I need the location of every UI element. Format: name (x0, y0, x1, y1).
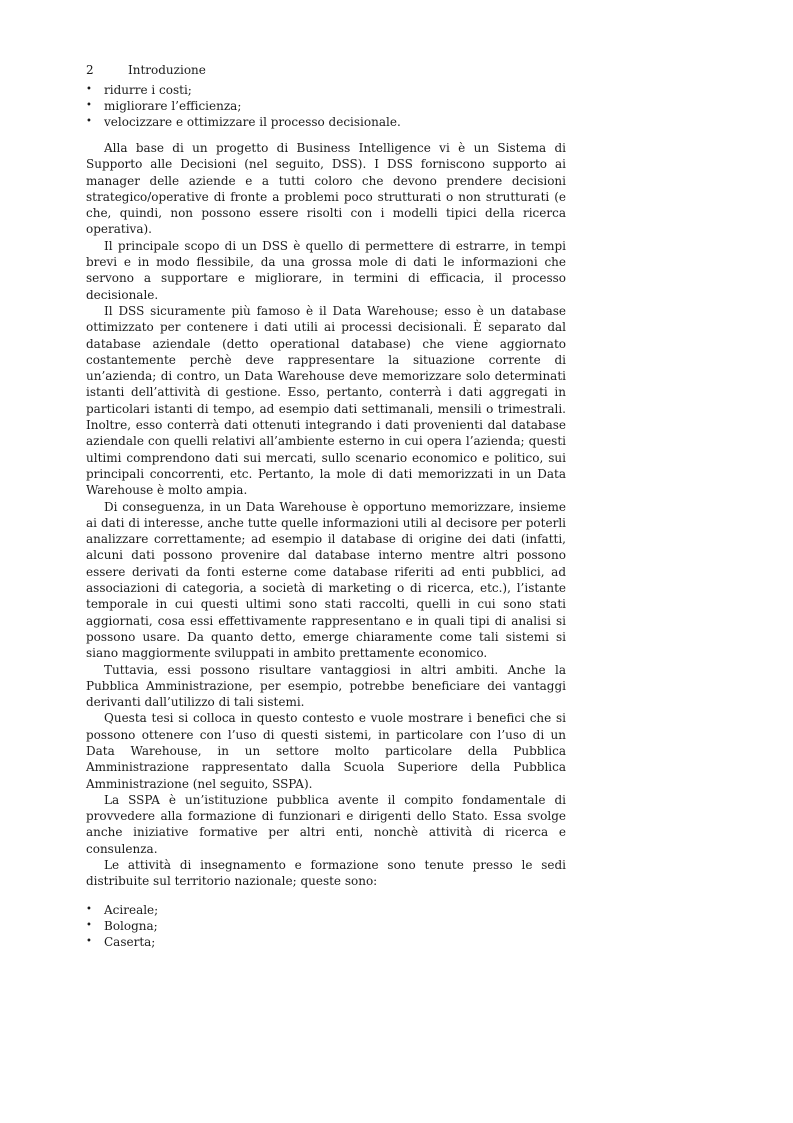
paragraph: Alla base di un progetto di Business Intelligence vi è un Sistema di Supporto alle Decisioni (nel seguito, DSS). I DSS forniscono supporto ai manager delle aziende e a tutti coloro che devono prendere decisioni strategico/operative di fronte a problemi poco strutturati o non strutturati (e che, quindi, non possono essere risolti con i modelli tipici della ricerca operativa). (86, 141, 566, 237)
list-item: • Acireale; (86, 902, 159, 917)
section-title: Introduzione (128, 63, 206, 77)
bullet-icon: • (86, 100, 92, 111)
bullet-icon: • (86, 84, 92, 95)
paragraph: La SSPA è un’istituzione pubblica avente il compito fondamentale di provvedere alla formazione di funzionari e dirigenti dello Stato. Essa svolge anche iniziative formative per altri enti, nonchè attività di ricerca e consulenza. (86, 792, 566, 856)
paragraph: Di conseguenza, in un Data Warehouse è opportuno memorizzare, insieme ai dati di interesse, anche tutte quelle informazioni utili al decisore per poterli analizzare correttamente; ad esempio il database di origine dei dati (infatti, alcuni dati possono provenire dal database interno mentre altri possono essere derivati da fonti esterne come database riferiti ad enti pubblici, ad associazioni di categoria, a società di marketing o di ricerca, etc.), l’istante temporale in cui questi ultimi sono stati raccolti, quelli in cui sono stati aggiornati, cosa essi effettivamente rappresentano e in quali tipi di analisi si possono usare. Da quanto detto, emerge chiaramente come tali sistemi si siano maggiormente sviluppati in ambito prettamente economico. (86, 499, 566, 661)
bullet-list-top (86, 82, 566, 130)
paragraph: Questa tesi si colloca in questo contesto e vuole mostrare i benefici che si possono ottenere con l’uso di questi sistemi, in particolare con l’uso di un Data Warehouse, in un settore molto particolare della Pubblica Amministrazione rappresentato dalla Scuola Superiore della Pubblica Amministrazione (nel seguito, SSPA). (86, 711, 566, 791)
bullet-icon: • (86, 935, 92, 947)
paragraph: Il principale scopo di un DSS è quello di permettere di estrarre, in tempi brevi e in modo flessibile, da una grossa mole di dati le informazioni che servono a supportare e migliorare, in termini di efficacia, il processo decisionale. (86, 238, 566, 302)
body-text (86, 140, 566, 890)
bullet-icon: • (86, 116, 92, 127)
bullet-icon: • (86, 919, 92, 931)
running-header (86, 60, 566, 80)
paragraph: Tuttavia, essi possono risultare vantaggiosi in altri ambiti. Anche la Pubblica Amministrazione, per esempio, potrebbe beneficiare dei vantaggi derivanti dall’utilizzo di tali sistemi. (86, 662, 566, 710)
list-item: • ridurre i costi; (86, 83, 192, 97)
paragraph: Le attività di insegnamento e formazione sono tenute presso le sedi distribuite sul territorio nazionale; queste sono: (86, 858, 566, 889)
list-item: • migliorare l’efficienza; (86, 99, 242, 113)
list-item: • Bologna; (86, 918, 158, 933)
page-number: 2 (86, 63, 94, 77)
list-item: • velocizzare e ottimizzare il processo decisionale. (86, 115, 401, 129)
paragraph: Il DSS sicuramente più famoso è il Data Warehouse; esso è un database ottimizzato per contenere i dati utili ai processi decisionali. È separato dal database aziendale (detto operational database) che viene aggiornato costantemente perchè deve rappresentare la situazione corrente di un’azienda; di contro, un Data Warehouse deve memorizzare solo determinati istanti dell’attività di gestione. Esso, pertanto, conterrà i dati aggregati in particolari istanti di tempo, ad esempio dati settimanali, mensili o trimestrali. Inoltre, esso conterrà dati ottenuti integrando i dati provenienti dal database aziendale con quelli relativi all’ambiente esterno in cui opera l’azienda; questi ultimi comprendono dati sui mercati, sullo scenario economico e politico, sui principali concorrenti, etc. Pertanto, la mole di dati memorizzati in un Data Warehouse è molto ampia. (86, 303, 566, 498)
bullet-list-sedi (86, 902, 566, 950)
list-item: • Caserta; (86, 934, 156, 949)
document-page (86, 60, 566, 950)
bullet-icon: • (86, 903, 92, 915)
